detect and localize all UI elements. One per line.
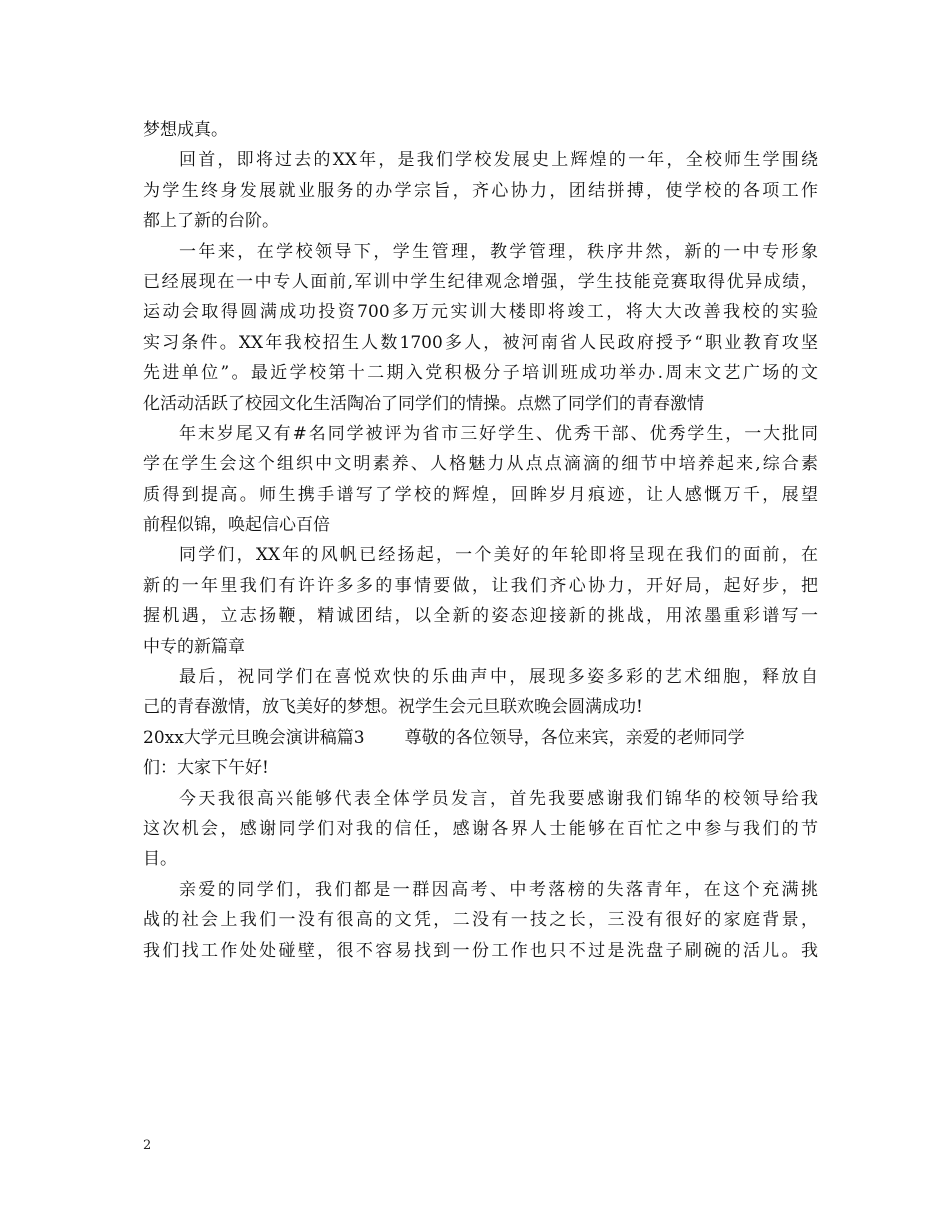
text-line: 亲爱的同学们，我们都是一群因高考、中考落榜的失落青年，在这个充满挑 — [179, 879, 818, 900]
section-heading-line — [143, 723, 818, 753]
text-line: 同学们，XX年的风帆已经扬起，一个美好的年轮即将呈现在我们的面前，在 — [179, 545, 818, 566]
text-line: 己的青春激情，放飞美好的梦想。祝学生会元旦联欢晚会圆满成功! — [143, 697, 643, 718]
text-line: 实习条件。XX年我校招生人数1700多人，被河南省人民政府授予“职业教育攻坚 — [143, 332, 818, 353]
text-line: 都上了新的台阶。 — [143, 211, 279, 232]
text-line: 运动会取得圆满成功投资700多万元实训大楼即将竣工，将大大改善我校的实验 — [143, 302, 818, 323]
page-number: 2 — [143, 1138, 152, 1153]
text-line: 这次机会，感谢同学们对我的信任，感谢各界人士能够在百忙之中参与我们的节 — [143, 818, 818, 839]
text-line: 目。 — [143, 849, 177, 870]
text-line: 新的一年里我们有许许多多的事情要做，让我们齐心协力，开好局，起好步，把 — [143, 575, 818, 596]
text-line: 质得到提高。师生携手谱写了学校的辉煌，回眸岁月痕迹，让人感慨万千，展望 — [143, 484, 818, 505]
text-line: 中专的新篇章 — [143, 636, 245, 657]
text-line: 一年来，在学校领导下，学生管理，教学管理，秩序井然，新的一中专形象 — [179, 241, 818, 262]
text-line: 年末岁尾又有#名同学被评为省市三好学生、优秀干部、优秀学生，一大批同 — [179, 423, 818, 444]
text-line: 们：大家下午好! — [143, 758, 269, 779]
text-line: 梦想成真。 — [143, 120, 228, 140]
text-line: 学在学生会这个组织中文明素养、人格魅力从点点滴滴的细节中培养起来,综合素 — [143, 454, 818, 475]
text-line: 今天我很高兴能够代表全体学员发言，首先我要感谢我们锦华的校领导给我 — [179, 788, 818, 809]
text-line: 化活动活跃了校园文化生活陶冶了同学们的情操。点燃了同学们的青春激情 — [143, 393, 704, 414]
text-line: 最后，祝同学们在喜悦欢快的乐曲声中，展现多姿多彩的艺术细胞，释放自 — [179, 667, 818, 688]
paragraph-lines — [143, 115, 818, 723]
text-line: 我们找工作处处碰壁，很不容易找到一份工作也只不过是洗盘子刷碗的活儿。我 — [143, 940, 818, 961]
text-line: 为学生终身发展就业服务的办学宗旨，齐心协力，团结拼搏，使学校的各项工作 — [143, 180, 818, 201]
document-body — [143, 115, 818, 966]
text-line: 前程似锦，唤起信心百倍 — [143, 515, 330, 536]
section-title: 20xx大学元旦晚会演讲稿篇3 — [143, 727, 365, 748]
section-opening: 尊敬的各位领导，各位来宾，亲爱的老师同学 — [404, 727, 745, 748]
text-line: 战的社会上我们一没有很高的文凭，二没有一技之长，三没有很好的家庭背景， — [143, 910, 818, 931]
text-line: 先进单位”。最近学校第十二期入党积极分子培训班成功举办.周末文艺广场的文 — [143, 363, 818, 384]
text-line: 已经展现在一中专人面前,军训中学生纪律观念增强，学生技能竞赛取得优异成绩， — [143, 271, 818, 292]
paragraph-lines-continued — [143, 753, 818, 966]
text-line: 握机遇，立志扬鞭，精诚团结，以全新的姿态迎接新的挑战，用浓墨重彩谱写一 — [143, 606, 818, 627]
text-line: 回首，即将过去的XX年，是我们学校发展史上辉煌的一年，全校师生学围绕 — [179, 150, 818, 171]
